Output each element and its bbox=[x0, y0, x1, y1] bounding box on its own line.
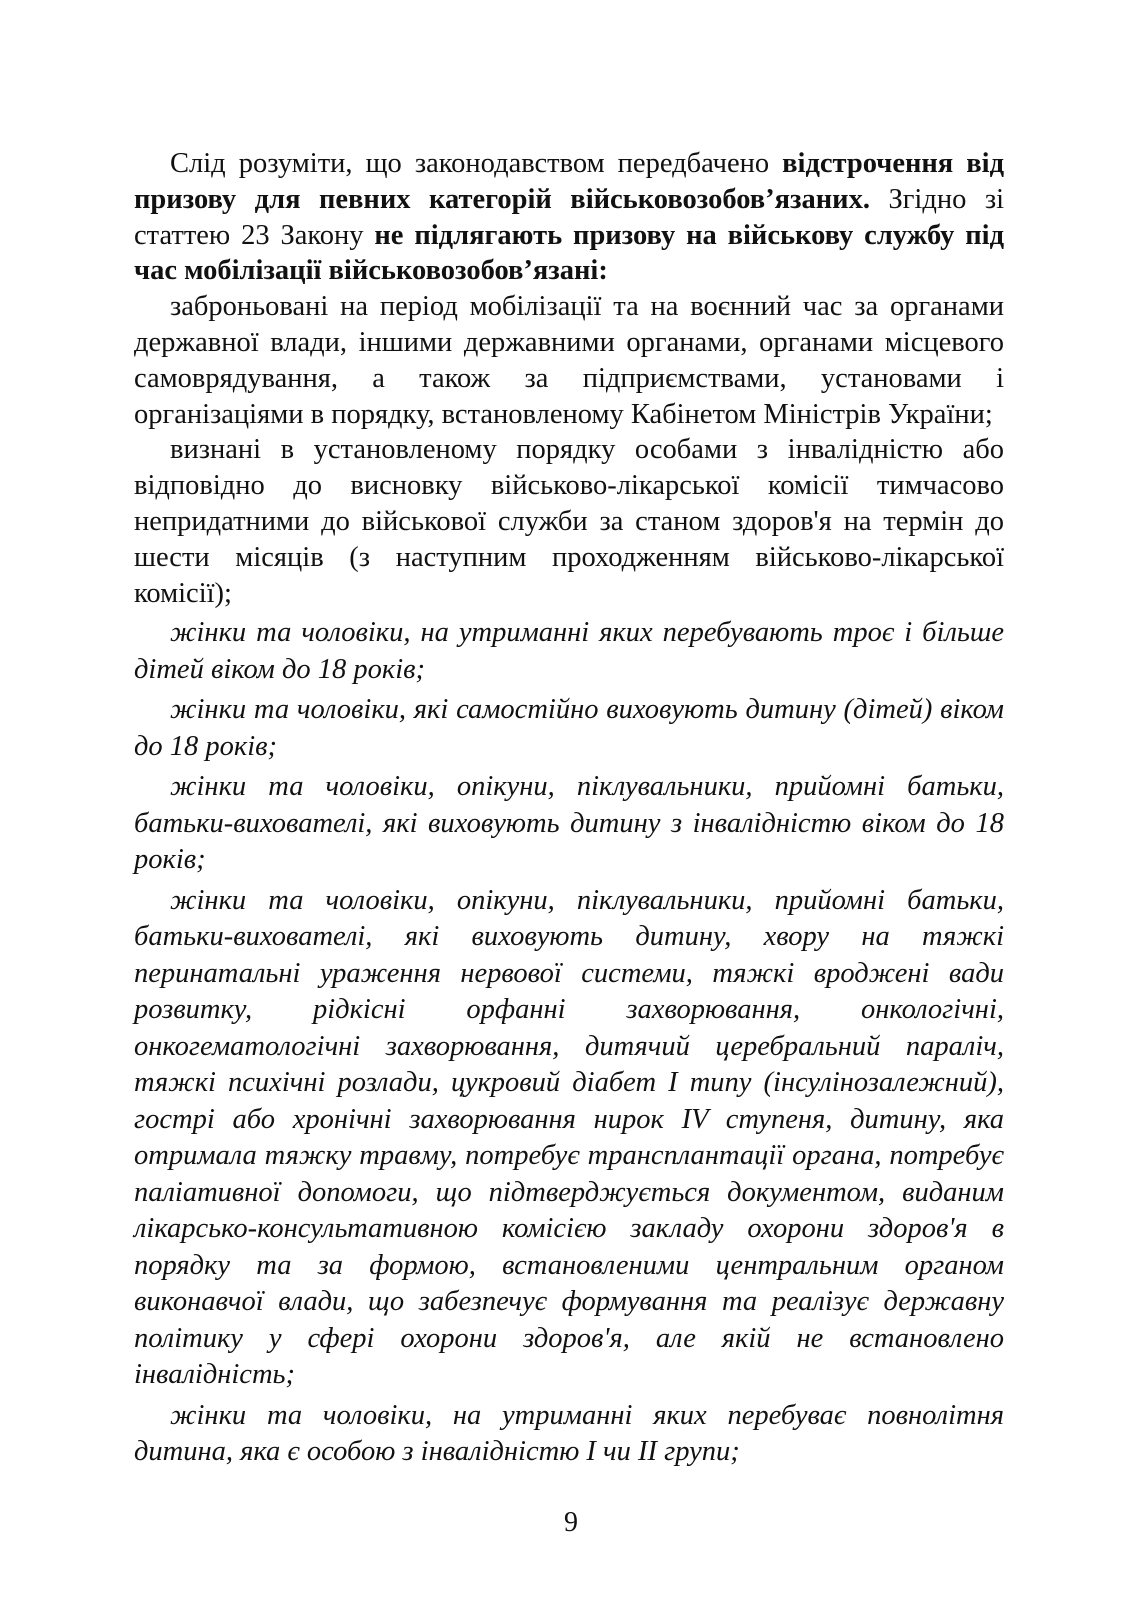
intro-text-1: Слід розуміти, що законодавством передбачено bbox=[170, 148, 783, 179]
list-item-disability-unfit: визнані в установленому порядку особами з інвалідністю або відповідно до висновку військово-лікарської комісії тимчасово непридатними до військової служби за станом здоров'я на термін до шести місяців (з наступним проходженням військово-лікарської комісії); bbox=[134, 434, 1004, 609]
document-page bbox=[134, 146, 1004, 1471]
intro-text-2: Згідно зі статтею 23 Закону bbox=[134, 183, 1004, 251]
list-item-seriously-ill-child: жінки та чоловіки, опікуни, піклувальники, прийомні батьки, батьки-вихователі, які виховують дитину, хвору на тяжкі перинатальні ураження нервової системи, тяжкі вроджені вади розвитку, рідкісні орфанні захворювання, онкологічні, онкогематологічні захворювання, дитячий церебральний параліч, тяжкі психічні розлади, цукровий діабет I типу (інсулінозалежний), гострі або хронічні захворювання нирок IV ступеня, дитину, яка отримала тяжку травму, потребує трансплантації органа, потребує паліативної допомоги, що підтверджується документом, виданим лікарсько-консультативною комісією закладу охорони здоров'я в порядку та за формою, встановленими центральним органом виконавчої влади, що забезпечує формування та реалізує державну політику у сфері охорони здоров'я, але якій не встановлено інвалідність; bbox=[134, 884, 1004, 1391]
list-item-three-children: жінки та чоловіки, на утриманні яких перебувають троє і більше дітей віком до 18 років; bbox=[134, 617, 1004, 685]
page-number: 9 bbox=[564, 1507, 578, 1538]
intro-paragraph bbox=[134, 146, 1004, 289]
intro-bold-deferment: відстрочення від призову для певних категорій військовозобов’язаних. bbox=[134, 148, 1005, 215]
intro-bold-not-subject: не підлягають призову на військову службу під час мобілізації військовозобов’язані: bbox=[134, 219, 1005, 287]
list-item-single-parent: жінки та чоловіки, які самостійно виховують дитину (дітей) віком до 18 років; bbox=[134, 694, 1004, 762]
list-item-disabled-child: жінки та чоловіки, опікуни, піклувальники, прийомні батьки, батьки-вихователі, які виховують дитину з інвалідністю віком до 18 років; bbox=[134, 771, 1004, 876]
list-item-adult-disabled-child: жінки та чоловіки, на утриманні яких перебуває повнолітня дитина, яка є особою з інвалідністю I чи II групи; bbox=[134, 1399, 1004, 1468]
list-item-reserved: заброньовані на період мобілізації та на воєнний час за органами державної влади, іншими державними органами, органами місцевого самоврядування, а також за підприємствами, установами і організаціями в порядку, встановленому Кабінетом Міністрів України; bbox=[134, 291, 1004, 430]
